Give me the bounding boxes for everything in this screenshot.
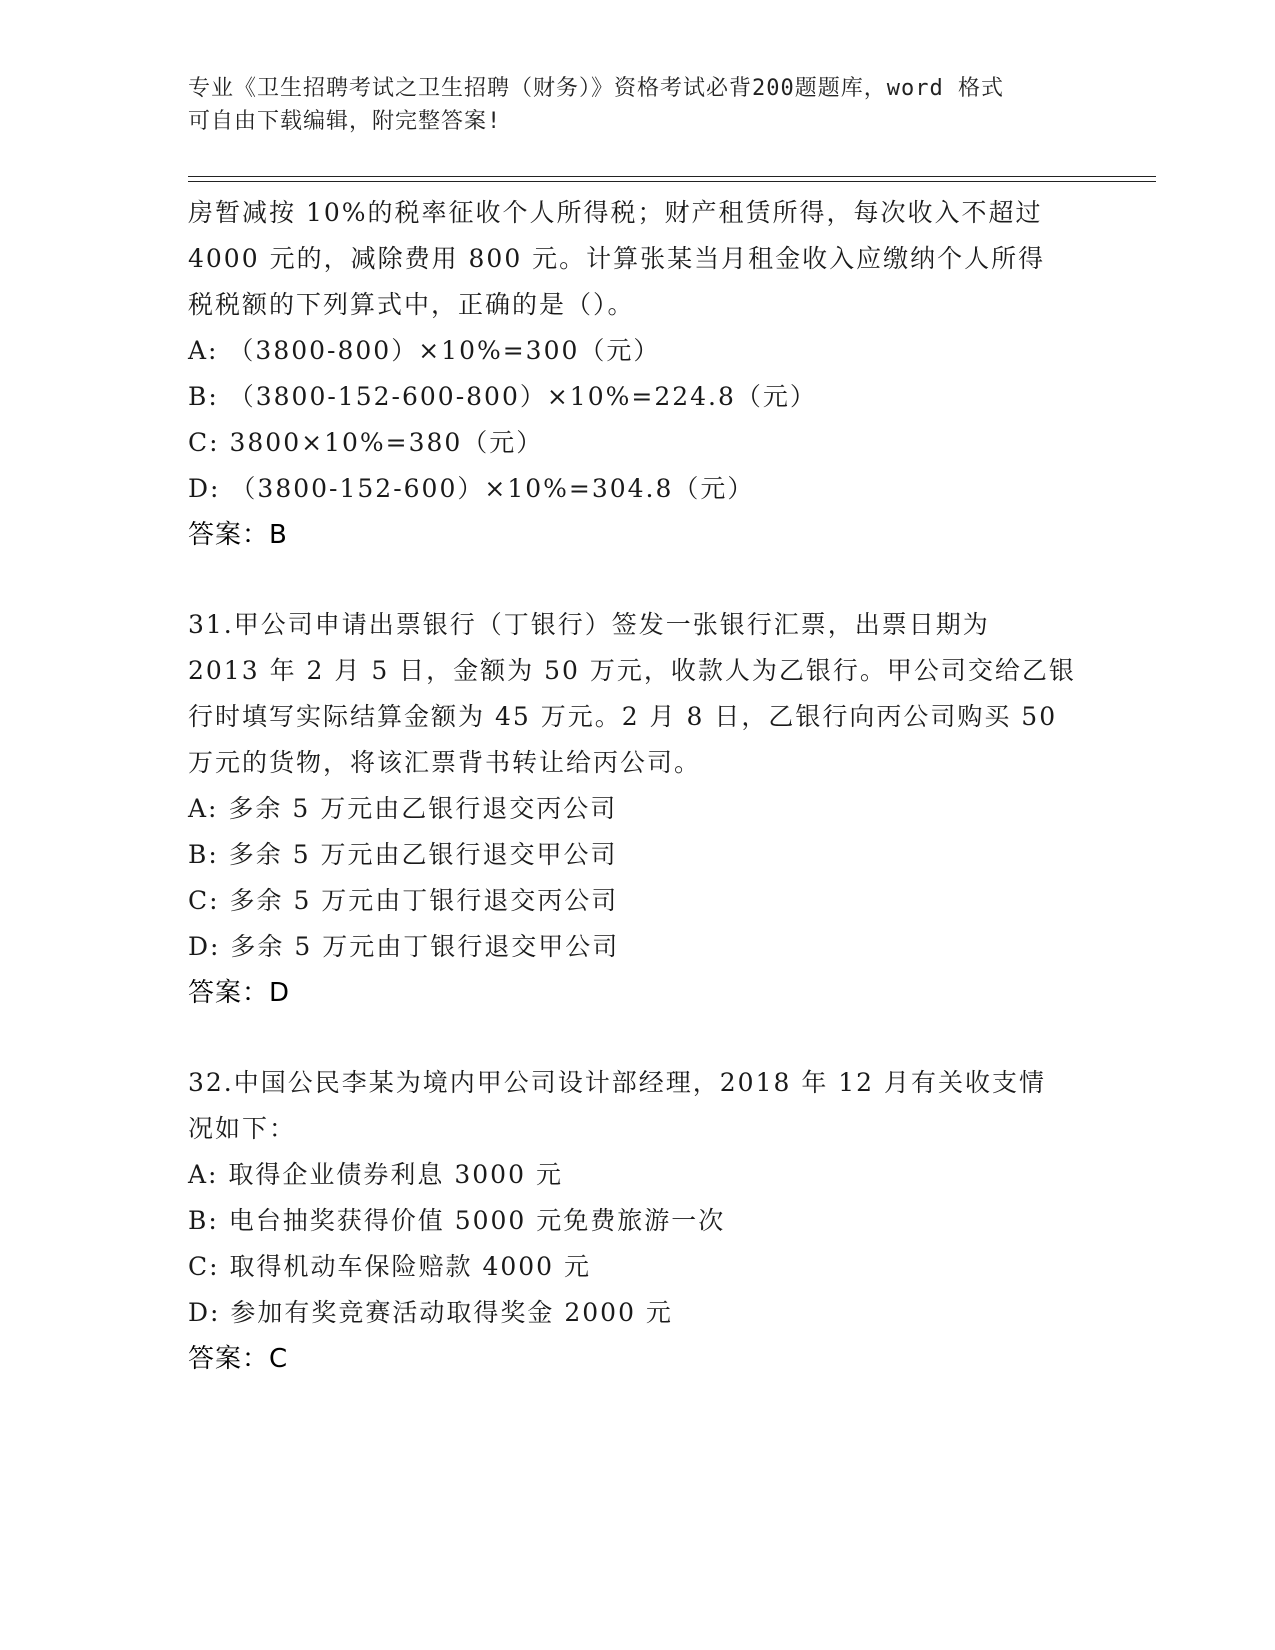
- question-text-line: 32.中国公民李某为境内甲公司设计部经理，2018 年 12 月有关收支情: [188, 1068, 1047, 1097]
- spacer: [188, 558, 1088, 602]
- option-d: D: （3800-152-600）×10%=304.8（元）: [188, 474, 755, 503]
- question-text-line: 行时填写实际结算金额为 45 万元。2 月 8 日，乙银行向丙公司购买 50: [188, 702, 1058, 731]
- question-text-line: 税税额的下列算式中，正确的是（）。: [188, 290, 635, 319]
- option-b: B: 电台抽奖获得价值 5000 元免费旅游一次: [188, 1206, 726, 1235]
- question-text-line: 2013 年 2 月 5 日，金额为 50 万元，收款人为乙银行。甲公司交给乙银: [188, 656, 1076, 685]
- answer: 答案：D: [188, 978, 291, 1008]
- option-d: D: 多余 5 万元由丁银行退交甲公司: [188, 932, 620, 961]
- question-30: [188, 190, 1088, 558]
- option-a: A: （3800-800）×10%=300（元）: [188, 336, 661, 365]
- answer: 答案：C: [188, 1344, 289, 1374]
- answer: 答案：B: [188, 520, 288, 550]
- option-a: A: 多余 5 万元由乙银行退交丙公司: [188, 794, 618, 823]
- spacer: [188, 1016, 1088, 1060]
- question-text-line: 房暂减按 10%的税率征收个人所得税；财产租赁所得，每次收入不超过: [188, 198, 1043, 227]
- question-text-line: 31.甲公司申请出票银行（丁银行）签发一张银行汇票，出票日期为: [188, 610, 990, 639]
- question-32: [188, 1060, 1088, 1382]
- question-31: [188, 602, 1088, 1016]
- option-b: B: （3800-152-600-800）×10%=224.8（元）: [188, 382, 817, 411]
- page-header: [188, 72, 1088, 138]
- option-a: A: 取得企业债券利息 3000 元: [188, 1160, 563, 1189]
- question-text-line: 况如下：: [188, 1114, 297, 1143]
- option-c: C: 多余 5 万元由丁银行退交丙公司: [188, 886, 619, 915]
- option-c: C: 3800×10%=380（元）: [188, 428, 544, 457]
- option-d: D: 参加有奖竞赛活动取得奖金 2000 元: [188, 1298, 673, 1327]
- document-body: [188, 190, 1088, 1382]
- header-line-2: 可自由下载编辑，附完整答案!: [188, 109, 502, 134]
- question-text-line: 万元的货物，将该汇票背书转让给丙公司。: [188, 748, 702, 777]
- option-c: C: 取得机动车保险赔款 4000 元: [188, 1252, 592, 1281]
- question-text-line: 4000 元的，减除费用 800 元。计算张某当月租金收入应缴纳个人所得: [188, 244, 1046, 273]
- option-b: B: 多余 5 万元由乙银行退交甲公司: [188, 840, 618, 869]
- header-line-1: 专业《卫生招聘考试之卫生招聘（财务）》资格考试必背200题题库，word 格式: [188, 76, 1004, 101]
- header-double-rule: [188, 176, 1156, 182]
